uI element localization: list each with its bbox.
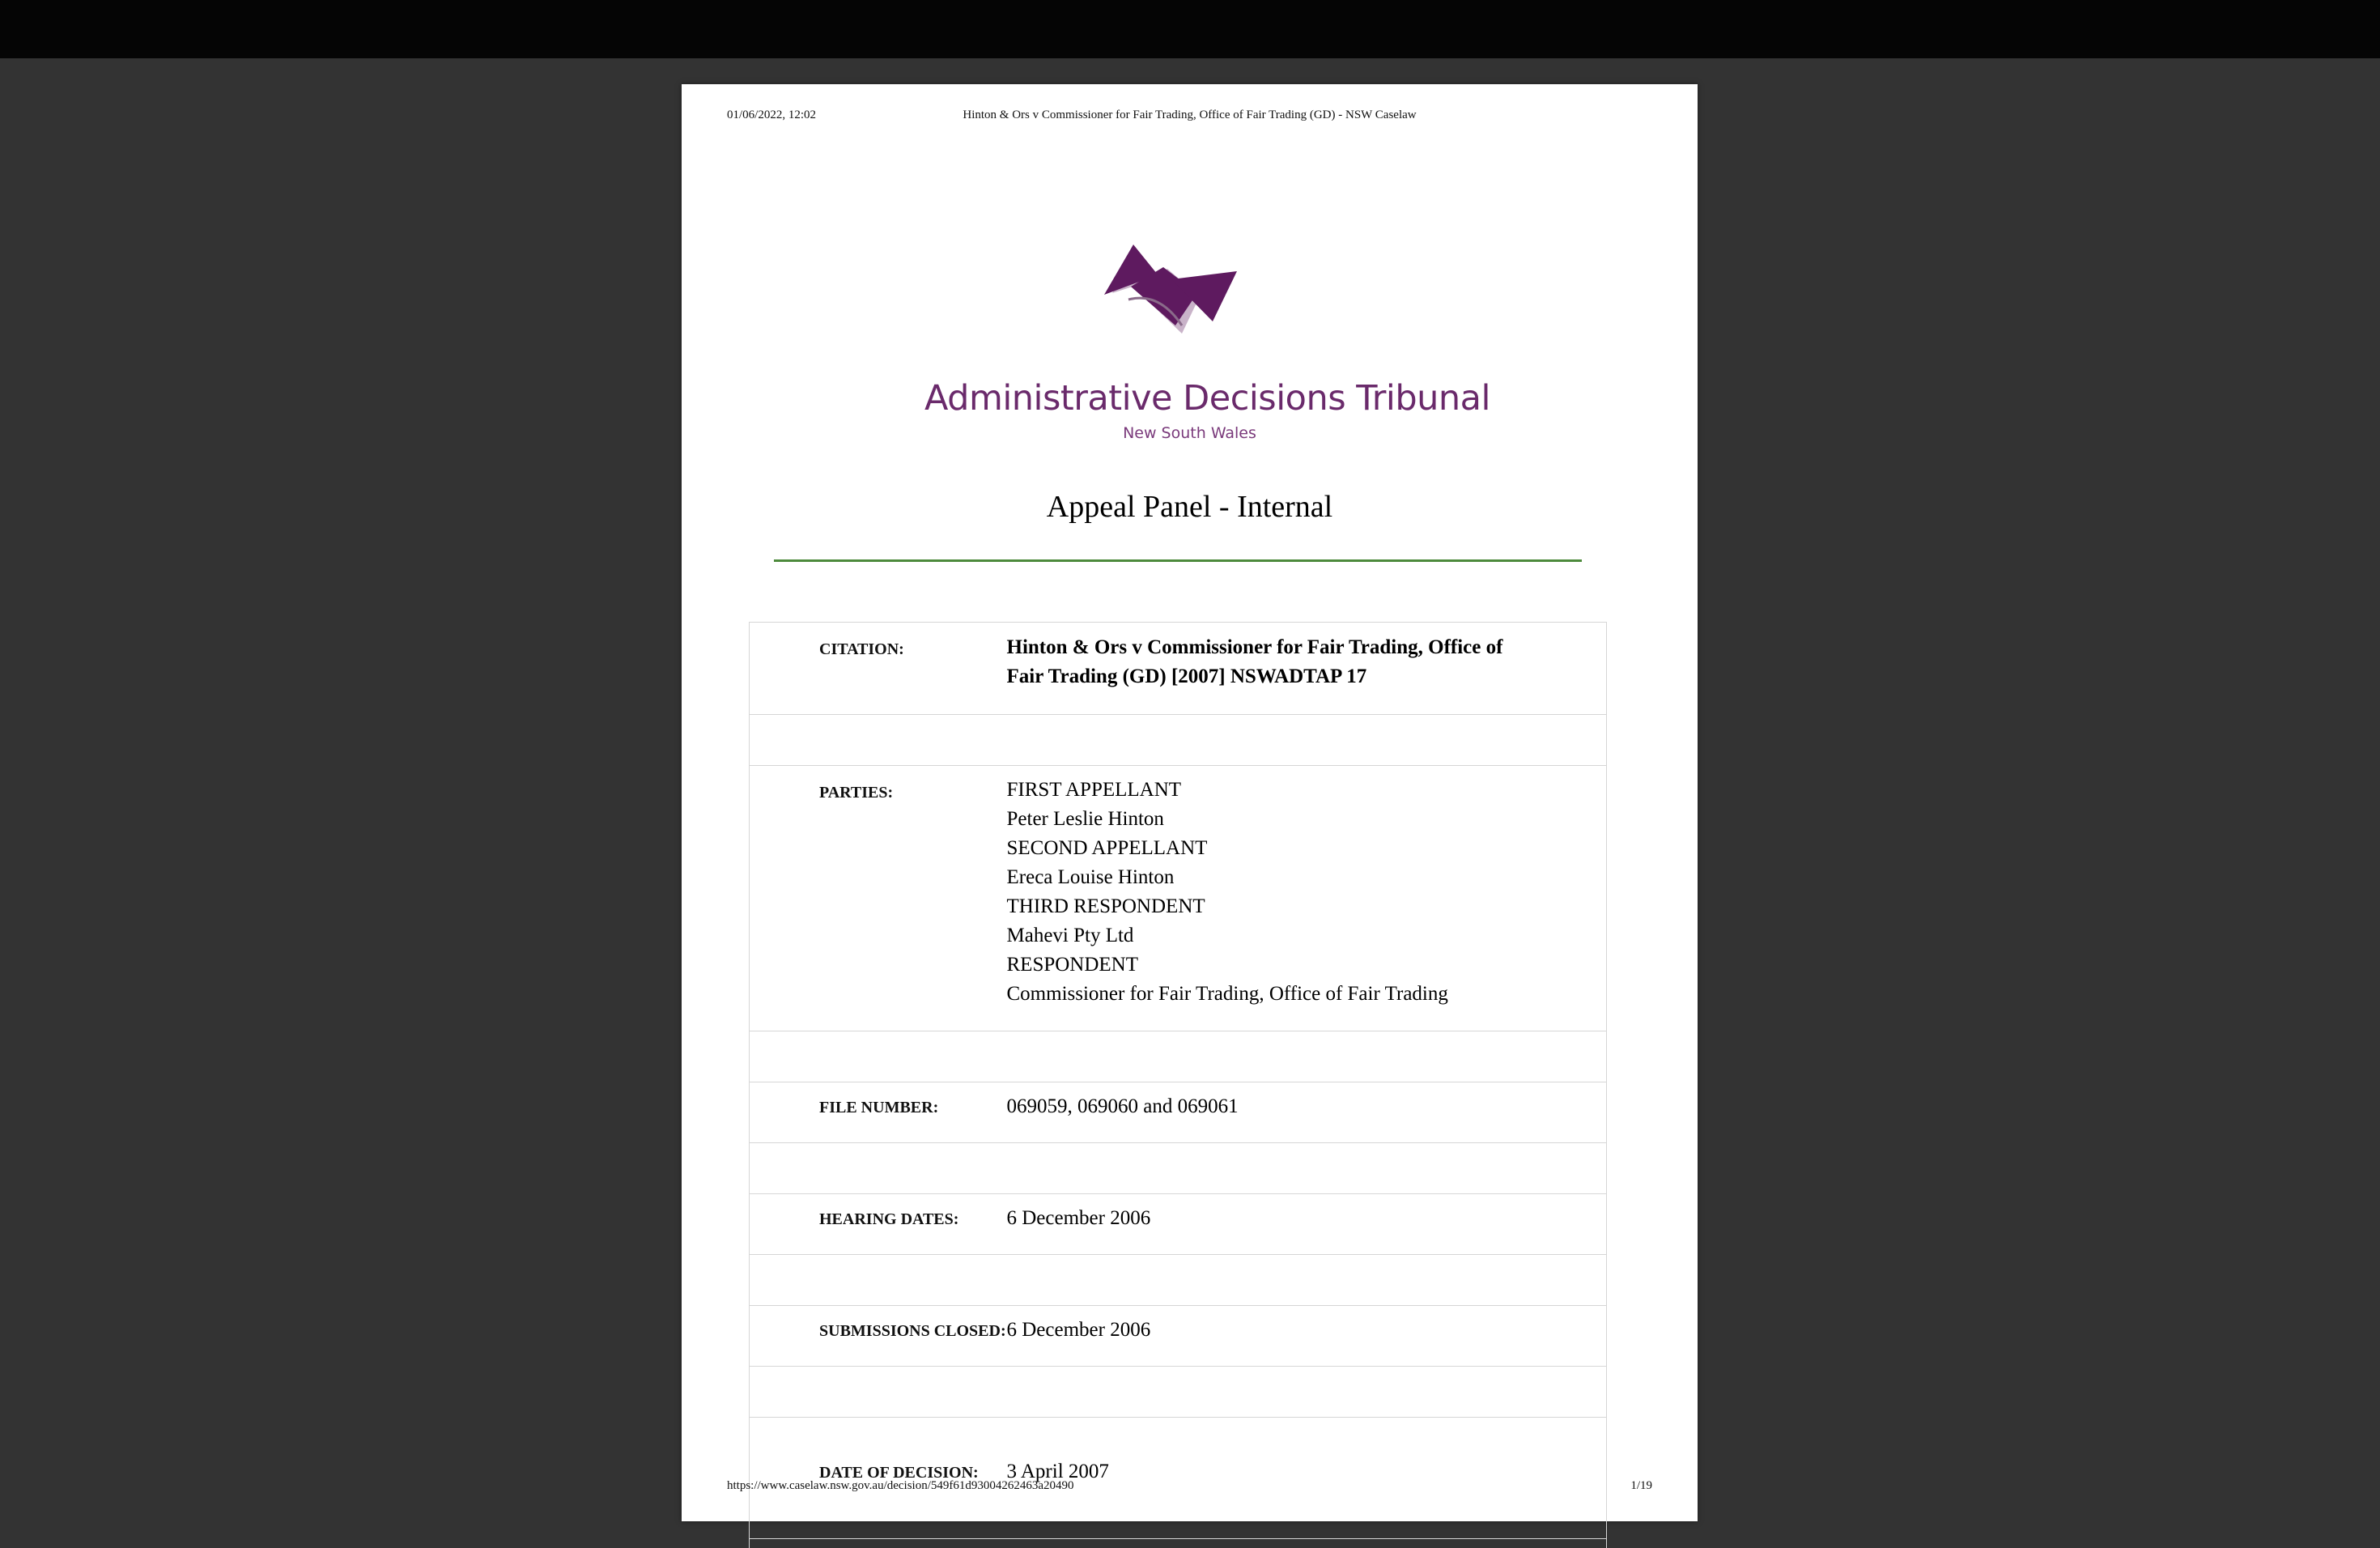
print-datetime: 01/06/2022, 12:02 <box>727 108 817 121</box>
citation-value <box>1007 623 1607 715</box>
footer-url: https://www.caselaw.nsw.gov.au/decision/549f61d93004262463a20490 <box>727 1479 1074 1492</box>
file-number-label: FILE NUMBER: <box>750 1082 1007 1143</box>
date-of-decision-label: DATE OF DECISION: <box>750 1418 1007 1539</box>
print-title: Hinton & Ors v Commissioner for Fair Trading, Office of Fair Trading (GD) - NSW Caselaw <box>963 108 1417 121</box>
file-number-value: 069059, 069060 and 069061 <box>1007 1082 1607 1143</box>
tribunal-logo <box>924 204 1490 447</box>
party-line: Commissioner for Fair Trading, Office of Fair Trading <box>1006 983 1448 1005</box>
spacer-row <box>750 1031 1607 1082</box>
party-line: Peter Leslie Hinton <box>1006 808 1164 830</box>
logo-name: Administrative Decisions Tribunal <box>924 378 1490 419</box>
logo-subtitle: New South Wales <box>1123 424 1256 442</box>
parties-value <box>1007 766 1607 1031</box>
date-of-decision-row <box>750 1418 1607 1539</box>
submissions-closed-value: 6 December 2006 <box>1007 1306 1607 1367</box>
spacer-row <box>750 1255 1607 1306</box>
party-line: Mahevi Pty Ltd <box>1006 925 1134 946</box>
file-number-row <box>750 1082 1607 1143</box>
parties-row <box>750 766 1607 1031</box>
spacer-row <box>750 1539 1607 1548</box>
submissions-closed-row <box>750 1306 1607 1367</box>
citation-line: Fair Trading (GD) [2007] NSWADTAP 17 <box>1006 666 1367 687</box>
party-line: Ereca Louise Hinton <box>1006 866 1175 888</box>
parties-label: PARTIES: <box>750 766 1007 1031</box>
citation-row <box>750 623 1607 715</box>
spacer-row <box>750 715 1607 766</box>
panel-title: Appeal Panel - Internal <box>1046 490 1333 524</box>
page-number: 1/19 <box>1630 1479 1652 1492</box>
submissions-closed-label: SUBMISSIONS CLOSED: <box>750 1306 1007 1367</box>
case-details-table <box>749 622 1607 1548</box>
spacer-row <box>750 1143 1607 1194</box>
hearing-dates-label: HEARING DATES: <box>750 1194 1007 1255</box>
hearing-dates-value: 6 December 2006 <box>1007 1194 1607 1255</box>
title-divider <box>774 559 1582 562</box>
party-line: FIRST APPELLANT <box>1006 779 1182 801</box>
date-of-decision-value: 3 April 2007 <box>1007 1418 1607 1539</box>
party-line: SECOND APPELLANT <box>1006 837 1208 859</box>
document-page <box>682 84 1698 1521</box>
citation-line: Hinton & Ors v Commissioner for Fair Trading, Office of <box>1006 636 1503 658</box>
citation-label: CITATION: <box>750 623 1007 715</box>
hearing-dates-row <box>750 1194 1607 1255</box>
viewer-top-bar <box>0 0 2380 58</box>
party-line: RESPONDENT <box>1006 954 1139 976</box>
party-line: THIRD RESPONDENT <box>1006 895 1205 917</box>
spacer-row <box>750 1367 1607 1418</box>
tribunal-logo-icon <box>924 204 1455 378</box>
